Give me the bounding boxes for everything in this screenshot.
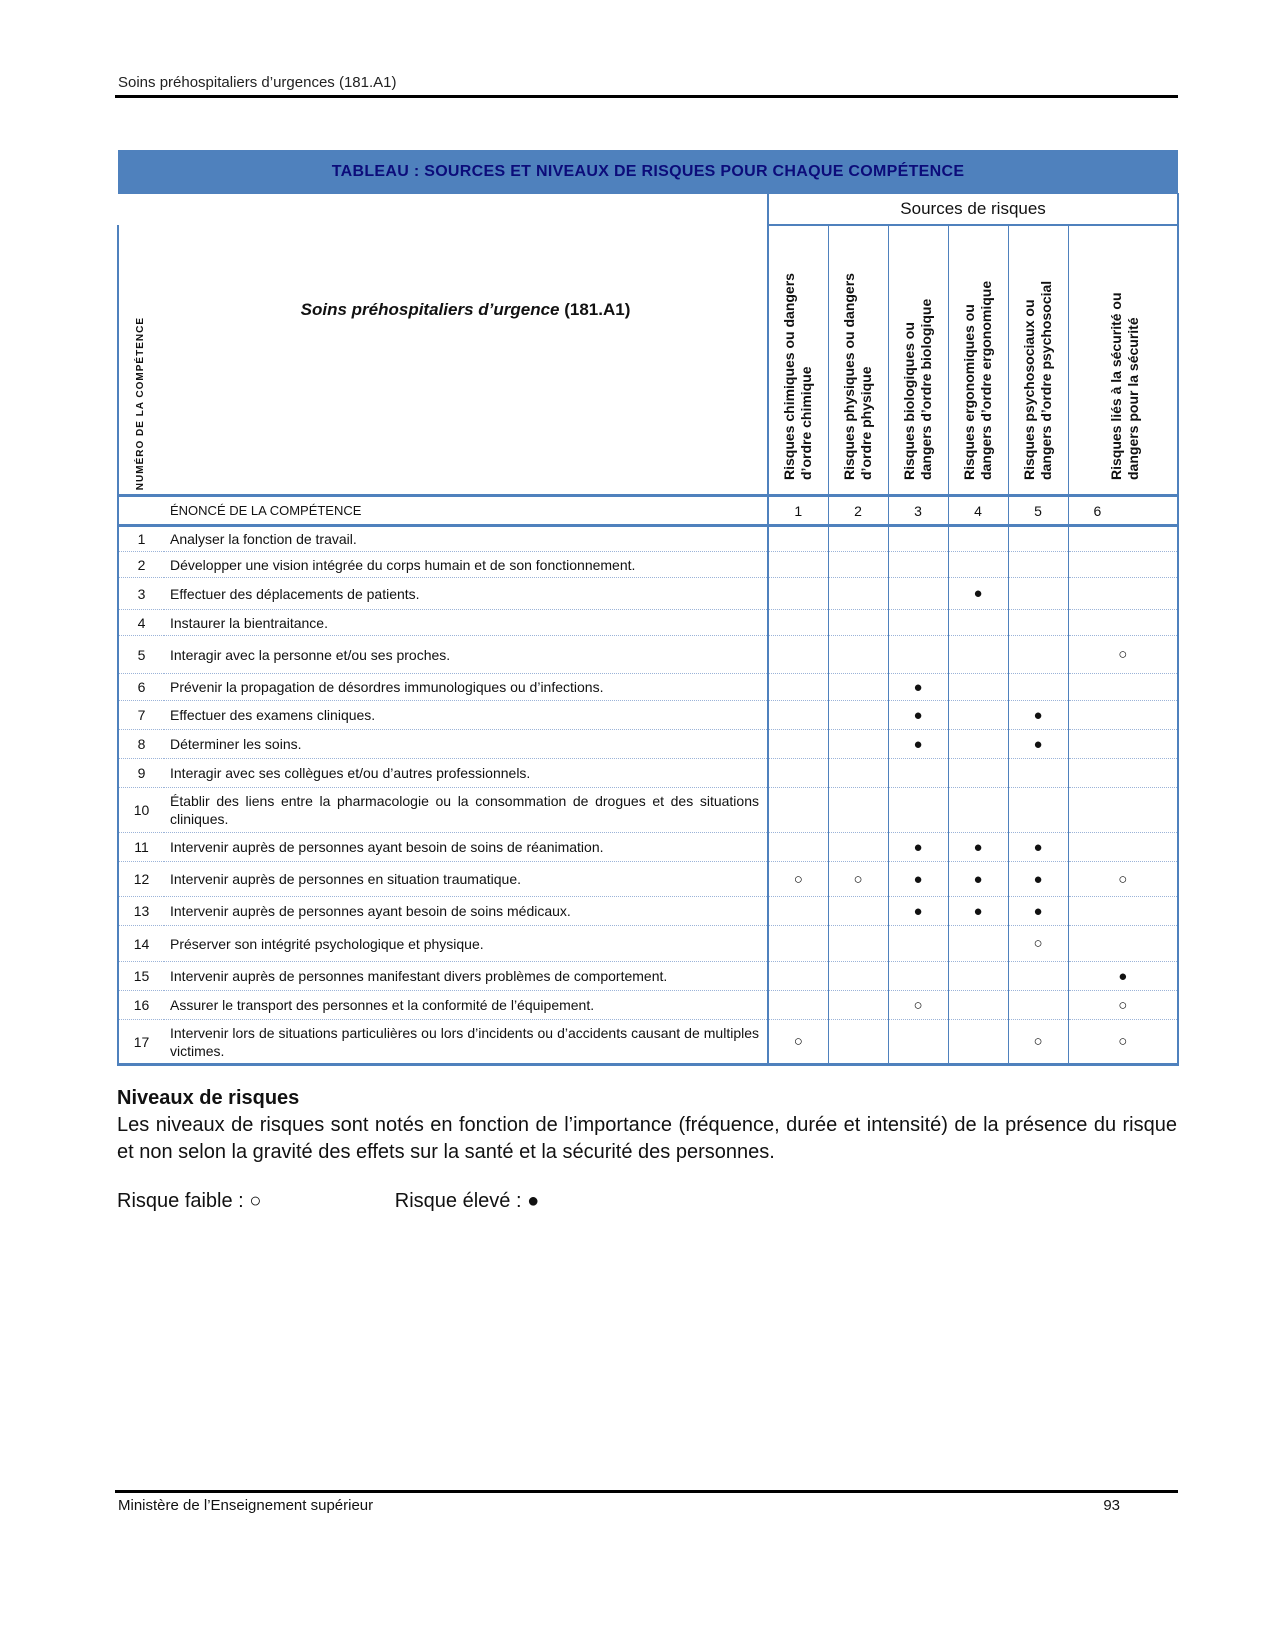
competence-number: 11: [118, 833, 164, 862]
risk-cell-2: [828, 926, 888, 962]
risk-cell-6: [1068, 526, 1178, 552]
risk-cell-3: ●: [888, 833, 948, 862]
risk-cell-1: [768, 636, 828, 674]
risk-cell-1: [768, 788, 828, 833]
risk-cell-3: ●: [888, 730, 948, 759]
risk-cell-3: [888, 759, 948, 788]
program-title-italic: Soins préhospitaliers d’urgence: [300, 299, 560, 319]
risk-table: [117, 150, 1179, 1066]
risk-cell-2: [828, 610, 888, 636]
competence-statement: Instaurer la bientraitance.: [164, 610, 768, 636]
numero-label: NUMÉRO DE LA COMPÉTENCE: [134, 316, 146, 490]
risk-cell-3: [888, 552, 948, 578]
risk-cell-1: [768, 962, 828, 991]
risk-cell-6: [1068, 833, 1178, 862]
risk-cell-2: [828, 674, 888, 701]
competence-statement: Interagir avec ses collègues et/ou d’autres professionnels.: [164, 759, 768, 788]
competence-number: 9: [118, 759, 164, 788]
competence-number: 12: [118, 862, 164, 897]
low-risk-symbol: ○: [249, 1190, 262, 1212]
column-number: 1: [768, 496, 828, 526]
table-row: [118, 862, 1178, 897]
table-row: [118, 759, 1178, 788]
risk-cell-2: [828, 701, 888, 730]
table-row: [118, 636, 1178, 674]
footer-ministry: Ministère de l’Enseignement supérieur: [118, 1497, 374, 1514]
risk-cell-4: [948, 552, 1008, 578]
competence-number: 8: [118, 730, 164, 759]
risk-cell-2: [828, 526, 888, 552]
risk-cell-3: [888, 926, 948, 962]
table-banner: TABLEAU : SOURCES ET NIVEAUX DE RISQUES POUR CHAQUE COMPÉTENCE: [118, 150, 1178, 194]
risk-cell-2: [828, 730, 888, 759]
competence-statement: Intervenir auprès de personnes manifestant divers problèmes de comportement.: [164, 962, 768, 991]
competence-rows: [118, 526, 1178, 1065]
risk-cell-4: [948, 759, 1008, 788]
risk-cell-4: [948, 610, 1008, 636]
table-row: [118, 926, 1178, 962]
competence-statement: Intervenir auprès de personnes ayant besoin de soins de réanimation.: [164, 833, 768, 862]
risk-cell-4: ●: [948, 833, 1008, 862]
table-row: [118, 552, 1178, 578]
risk-cell-5: ●: [1008, 833, 1068, 862]
risk-cell-1: [768, 552, 828, 578]
risk-cell-3: [888, 578, 948, 610]
table-row: [118, 526, 1178, 552]
risk-cell-6: ○: [1068, 862, 1178, 897]
risk-cell-3: ●: [888, 862, 948, 897]
column-number: 6: [1068, 496, 1178, 526]
header-rule: [115, 95, 1178, 98]
competence-statement: Effectuer des examens cliniques.: [164, 701, 768, 730]
column-header-3: Risques biologiques ou dangers d’ordre biologique: [888, 225, 948, 496]
risk-cell-6: [1068, 578, 1178, 610]
risk-cell-4: [948, 926, 1008, 962]
risk-cell-6: [1068, 610, 1178, 636]
column-number: 4: [948, 496, 1008, 526]
risk-cell-6: ○: [1068, 1020, 1178, 1065]
risk-cell-6: [1068, 552, 1178, 578]
risk-cell-6: [1068, 674, 1178, 701]
risk-cell-6: ○: [1068, 991, 1178, 1020]
table-row: [118, 1020, 1178, 1065]
risk-cell-1: [768, 991, 828, 1020]
risk-cell-4: [948, 730, 1008, 759]
column-header-2: Risques physiques ou dangers d’ordre physique: [828, 225, 888, 496]
legend-text: Les niveaux de risques sont notés en fonction de l’importance (fréquence, durée et intensité) de la présence du risque et non selon la gravité des effets sur la santé et la sécurité des personnes.: [117, 1114, 1177, 1163]
competence-statement: Développer une vision intégrée du corps humain et de son fonctionnement.: [164, 552, 768, 578]
risk-cell-5: [1008, 962, 1068, 991]
risk-cell-5: [1008, 610, 1068, 636]
risk-cell-5: ●: [1008, 730, 1068, 759]
legend-scale: [117, 1190, 539, 1213]
risk-cell-4: [948, 701, 1008, 730]
risk-cell-6: ●: [1068, 962, 1178, 991]
risk-cell-1: [768, 526, 828, 552]
competence-number: 14: [118, 926, 164, 962]
risk-cell-2: [828, 788, 888, 833]
column-header-5: Risques psychosociaux ou dangers d’ordre psychosocial: [1008, 225, 1068, 496]
risk-cell-5: [1008, 759, 1068, 788]
risk-cell-6: [1068, 897, 1178, 926]
competence-statement: Intervenir auprès de personnes en situation traumatique.: [164, 862, 768, 897]
risk-cell-1: [768, 701, 828, 730]
competence-number: 2: [118, 552, 164, 578]
column-number: 5: [1008, 496, 1068, 526]
risk-cell-6: [1068, 701, 1178, 730]
risk-cell-1: [768, 833, 828, 862]
competence-statement: Intervenir lors de situations particulières ou lors d’incidents ou d’accidents causant de multiples victimes.: [164, 1020, 768, 1065]
risk-cell-6: [1068, 788, 1178, 833]
risk-cell-2: [828, 552, 888, 578]
risk-cell-3: ●: [888, 674, 948, 701]
risk-cell-1: [768, 730, 828, 759]
risk-cell-2: [828, 636, 888, 674]
risk-cell-3: [888, 788, 948, 833]
risk-cell-3: ●: [888, 897, 948, 926]
competence-statement: Analyser la fonction de travail.: [164, 526, 768, 552]
risk-cell-4: [948, 526, 1008, 552]
table-row: [118, 674, 1178, 701]
competence-number: 1: [118, 526, 164, 552]
program-title: [301, 240, 631, 480]
risk-cell-4: ●: [948, 897, 1008, 926]
risk-cell-3: [888, 610, 948, 636]
table-row: [118, 701, 1178, 730]
competence-number: 13: [118, 897, 164, 926]
numero-header: [118, 225, 164, 496]
competence-number: 4: [118, 610, 164, 636]
risk-cell-6: [1068, 926, 1178, 962]
running-header: Soins préhospitaliers d’urgences (181.A1): [118, 74, 397, 91]
column-header-6: Risques liés à la sécurité ou dangers pour la sécurité: [1068, 225, 1178, 496]
risk-cell-5: ○: [1008, 1020, 1068, 1065]
competence-statement: Établir des liens entre la pharmacologie ou la consommation de drogues et des situations cliniques.: [164, 788, 768, 833]
risk-cell-5: [1008, 552, 1068, 578]
risk-cell-3: [888, 1020, 948, 1065]
risk-cell-1: [768, 926, 828, 962]
competence-number: 15: [118, 962, 164, 991]
risk-cell-1: [768, 578, 828, 610]
high-risk-symbol: ●: [527, 1190, 540, 1212]
risk-cell-1: ○: [768, 862, 828, 897]
risk-cell-4: [948, 674, 1008, 701]
footer-rule: [115, 1490, 1178, 1493]
risk-cell-4: ●: [948, 578, 1008, 610]
risk-cell-2: [828, 991, 888, 1020]
table-row: [118, 833, 1178, 862]
risk-cell-4: [948, 1020, 1008, 1065]
column-header-1: Risques chimiques ou dangers d’ordre chimique: [768, 225, 828, 496]
risk-cell-1: [768, 897, 828, 926]
risk-cell-6: [1068, 730, 1178, 759]
risk-cell-4: ●: [948, 862, 1008, 897]
table-row: [118, 991, 1178, 1020]
risk-cell-2: [828, 1020, 888, 1065]
risk-cell-5: ●: [1008, 862, 1068, 897]
risk-cell-1: ○: [768, 1020, 828, 1065]
competence-statement: Préserver son intégrité psychologique et physique.: [164, 926, 768, 962]
competence-number: 16: [118, 991, 164, 1020]
competence-statement: Déterminer les soins.: [164, 730, 768, 759]
competence-statement: Intervenir auprès de personnes ayant besoin de soins médicaux.: [164, 897, 768, 926]
competence-statement: Effectuer des déplacements de patients.: [164, 578, 768, 610]
column-number: 2: [828, 496, 888, 526]
risk-cell-1: [768, 610, 828, 636]
risk-cell-4: [948, 788, 1008, 833]
table-row: [118, 610, 1178, 636]
risk-cell-3: [888, 636, 948, 674]
risk-cell-5: [1008, 526, 1068, 552]
competence-statement: Assurer le transport des personnes et la conformité de l’équipement.: [164, 991, 768, 1020]
risk-cell-2: ○: [828, 862, 888, 897]
page-number: 93: [1103, 1497, 1120, 1514]
risk-cell-2: [828, 833, 888, 862]
risk-cell-1: [768, 759, 828, 788]
program-code: (181.A1): [564, 299, 631, 319]
sources-label: Sources de risques: [768, 194, 1178, 226]
column-header-4: Risques ergonomiques ou dangers d’ordre ergonomique: [948, 225, 1008, 496]
competence-number: 6: [118, 674, 164, 701]
risk-cell-3: ●: [888, 701, 948, 730]
table-row: [118, 730, 1178, 759]
table-row: [118, 962, 1178, 991]
risk-cell-5: ●: [1008, 701, 1068, 730]
risk-cell-2: [828, 759, 888, 788]
low-risk-label: Risque faible :: [117, 1190, 244, 1212]
risk-cell-4: [948, 636, 1008, 674]
risk-cell-5: [1008, 578, 1068, 610]
competence-number: 10: [118, 788, 164, 833]
risk-cell-5: [1008, 636, 1068, 674]
competence-number: 7: [118, 701, 164, 730]
risk-cell-5: ○: [1008, 926, 1068, 962]
risk-cell-5: ●: [1008, 897, 1068, 926]
risk-cell-5: [1008, 991, 1068, 1020]
competence-number: 5: [118, 636, 164, 674]
table-row: [118, 788, 1178, 833]
risk-cell-6: ○: [1068, 636, 1178, 674]
risk-cell-3: ○: [888, 991, 948, 1020]
risk-cell-3: [888, 526, 948, 552]
competence-statement: Prévenir la propagation de désordres immunologiques ou d’infections.: [164, 674, 768, 701]
risk-cell-3: [888, 962, 948, 991]
program-title-cell: [164, 225, 768, 496]
risk-cell-2: [828, 578, 888, 610]
competence-statement: Interagir avec la personne et/ou ses proches.: [164, 636, 768, 674]
risk-cell-6: [1068, 759, 1178, 788]
column-number: 3: [888, 496, 948, 526]
risk-cell-5: [1008, 788, 1068, 833]
competence-number: 3: [118, 578, 164, 610]
risk-cell-4: [948, 962, 1008, 991]
risk-cell-2: [828, 897, 888, 926]
risk-cell-4: [948, 991, 1008, 1020]
risk-cell-1: [768, 674, 828, 701]
high-risk-label: Risque élevé :: [394, 1190, 522, 1212]
legend-title: Niveaux de risques: [117, 1087, 300, 1109]
risk-cell-2: [828, 962, 888, 991]
enonce-label: ÉNONCÉ DE LA COMPÉTENCE: [164, 496, 768, 526]
competence-number: 17: [118, 1020, 164, 1065]
table-row: [118, 897, 1178, 926]
risk-cell-5: [1008, 674, 1068, 701]
table-row: [118, 578, 1178, 610]
